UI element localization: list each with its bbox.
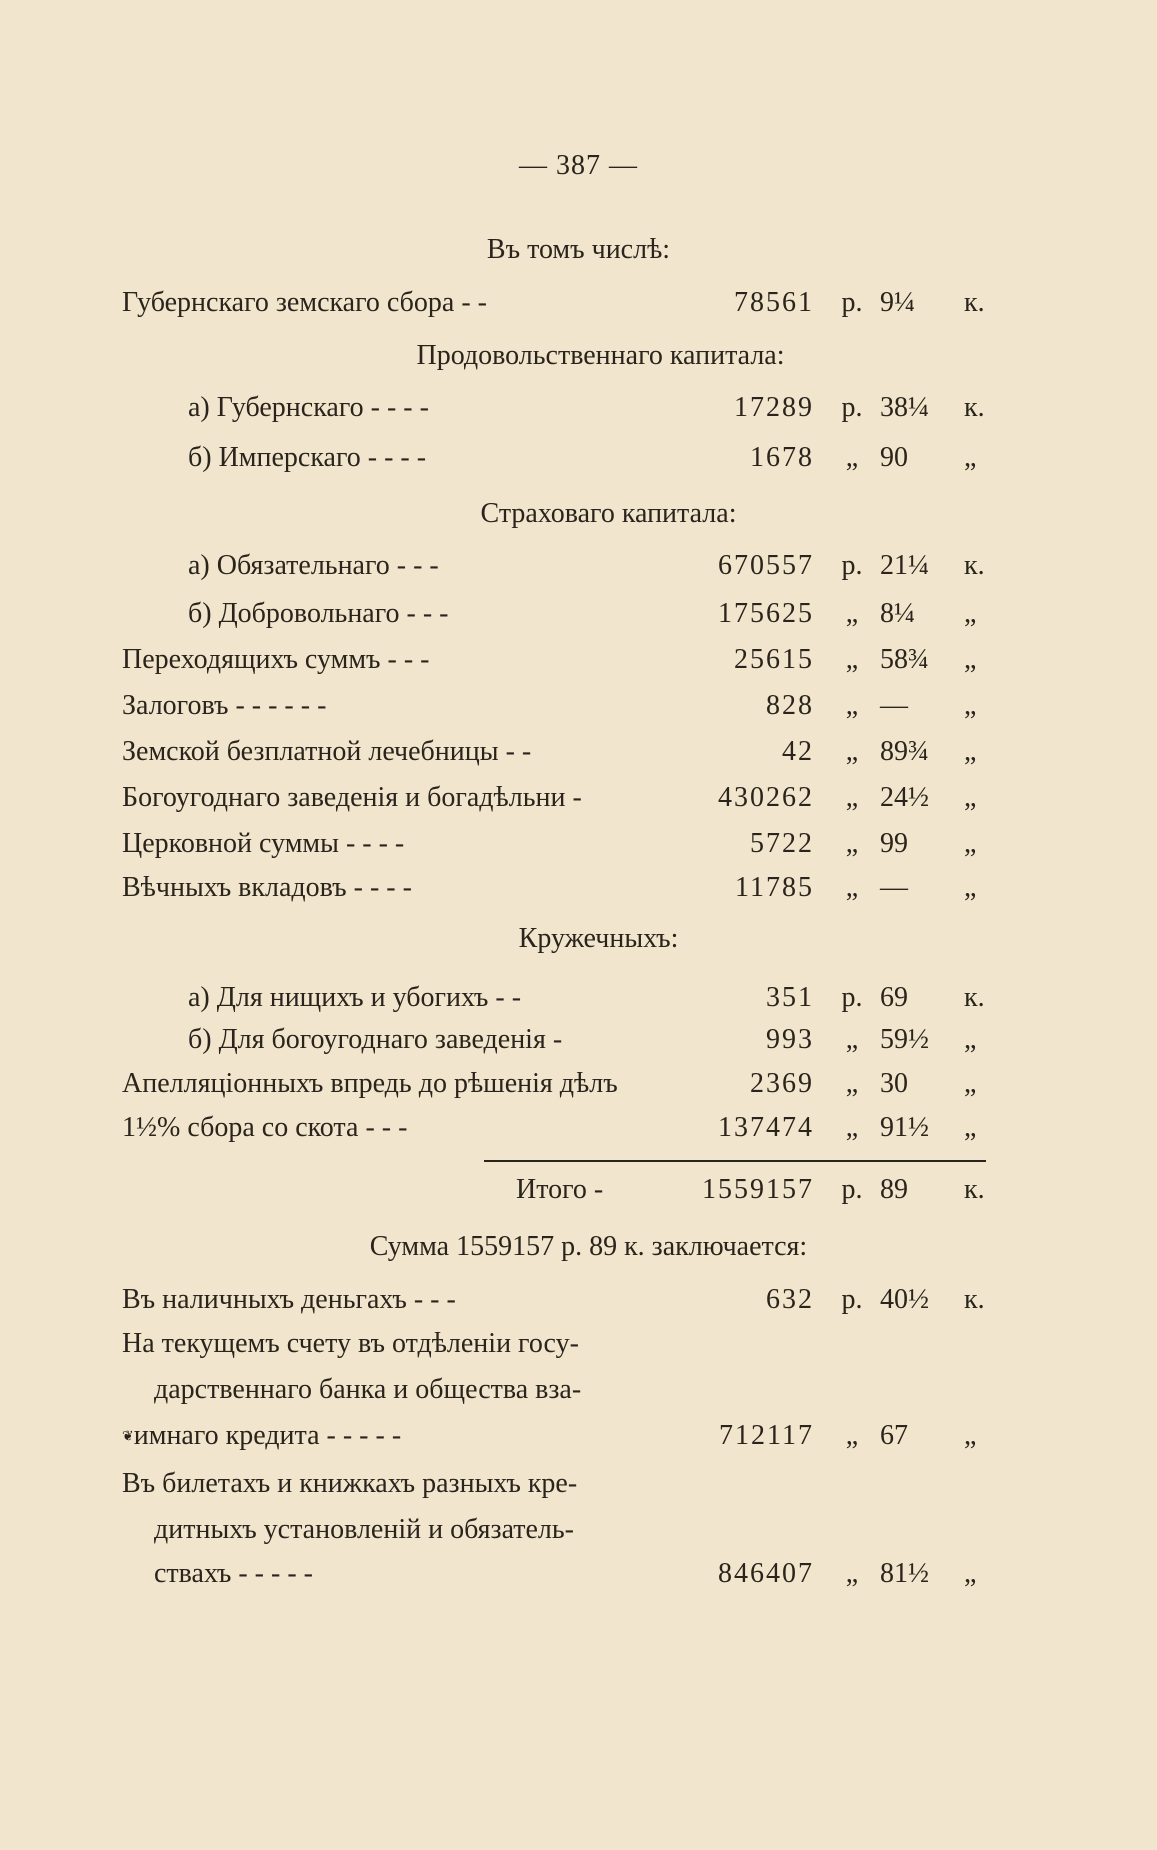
table-row: Губернскаго земскаго сбора - - 78561 р. 9¼ к. <box>122 287 985 318</box>
section-heading-in-that: Въ томъ числѣ: <box>486 234 671 265</box>
table-row: б) Добровольнаго - - - 175625 „ 8¼ „ <box>188 598 977 629</box>
section-heading-strakh: Страховаго капитала: <box>480 498 737 529</box>
table-row: Богоугоднаго заведенія и богадѣльни - 430262 „ 24½ „ <box>122 782 977 813</box>
table-row: Земской безплатной лечебницы - - 42 „ 89¾ „ <box>122 736 977 767</box>
table-row: Вѣчныхъ вкладовъ - - - - 11785 „ — „ <box>122 872 977 903</box>
table-row: дарственнаго банка и общества вза- <box>154 1374 582 1405</box>
table-row: б) Имперскаго - - - - 1678 „ 90 „ <box>188 442 977 473</box>
table-row: Апелляціонныхъ впредь до рѣшенія дѣлъ 2369 „ 30 „ <box>122 1068 977 1099</box>
table-row: Церковной суммы - - - - 5722 „ 99 „ <box>122 828 977 859</box>
table-row: Залоговъ - - - - - - 828 „ — „ <box>122 690 977 721</box>
table-row: ствахъ - - - - - 846407 „ 81½ „ <box>154 1558 977 1589</box>
table-row: а) Обязательнаго - - - 670557 р. 21¼ к. <box>188 550 985 581</box>
total-rule <box>484 1160 986 1162</box>
page-number: — 387 — <box>519 150 638 181</box>
section-heading-kruzh: Кружечныхъ: <box>518 923 679 954</box>
section-heading-summa: Сумма 1559157 р. 89 к. заключается: <box>369 1231 808 1262</box>
table-row: Въ наличныхъ деньгахъ - - - 632 р. 40½ к. <box>122 1284 985 1315</box>
table-row: На текущемъ счету въ отдѣленіи госу- <box>122 1328 579 1359</box>
table-row: 1½% сбора со скота - - - 137474 „ 91½ „ <box>122 1112 977 1143</box>
table-row: Въ билетахъ и книжкахъ разныхъ кре- <box>122 1468 578 1499</box>
table-row: а) Для нищихъ и убогихъ - - 351 р. 69 к. <box>188 982 985 1013</box>
table-row: а) Губернскаго - - - - 17289 р. 38¼ к. <box>188 392 985 423</box>
table-row: б) Для богоугоднаго заведенія - 993 „ 59½ „ <box>188 1024 977 1055</box>
table-row: Переходящихъ суммъ - - - 25615 „ 58¾ „ <box>122 644 977 675</box>
total-row: Итого - 1559157 р. 89 к. <box>516 1174 985 1205</box>
table-row: ❦имнаго кредита - - - - - 712117 „ 67 „ <box>122 1420 977 1451</box>
library-stamp-icon: ❦ <box>122 1429 134 1445</box>
section-heading-prod: Продовольственнаго капитала: <box>416 340 785 371</box>
table-row: дитныхъ установленій и обязатель- <box>154 1514 574 1545</box>
